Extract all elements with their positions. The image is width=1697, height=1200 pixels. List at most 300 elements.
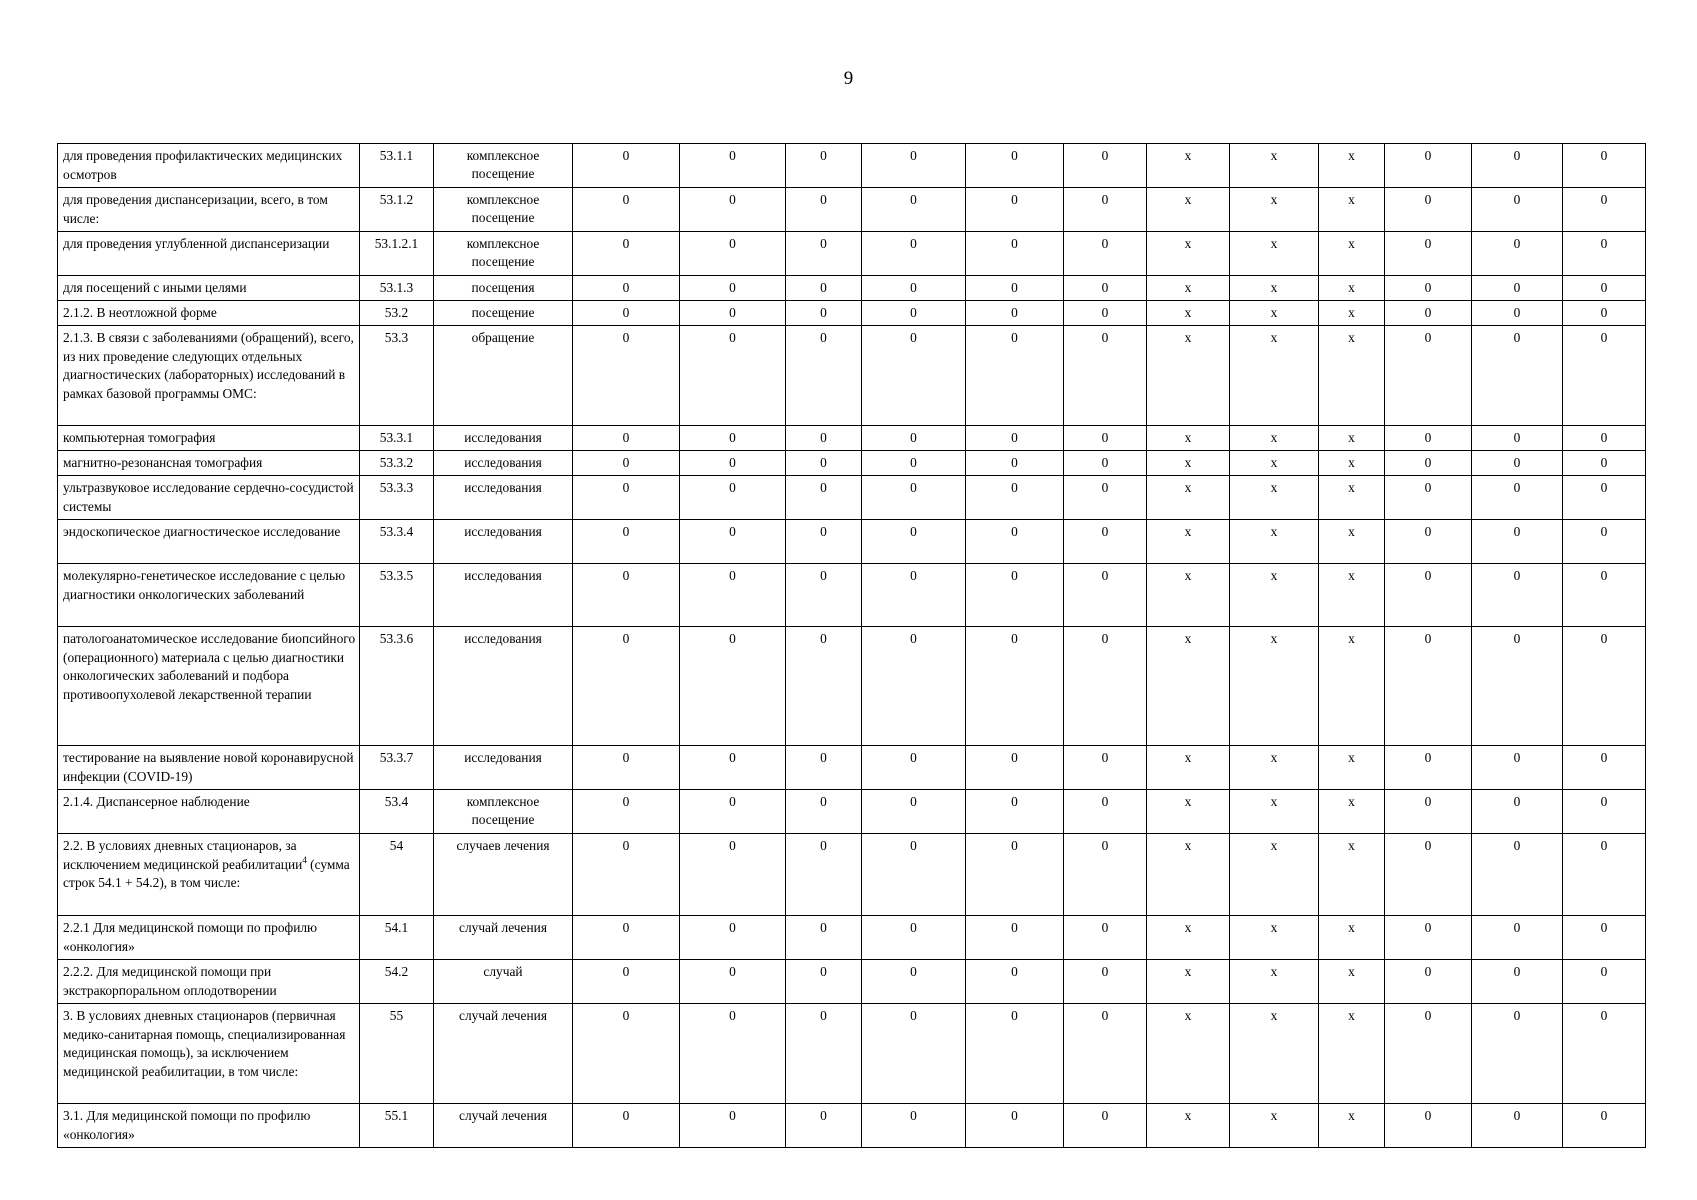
row-value-cell: х	[1147, 232, 1230, 276]
row-value-cell: х	[1147, 276, 1230, 301]
row-value-cell: 0	[862, 520, 966, 564]
row-unit-cell: исследования	[434, 564, 573, 627]
row-name-cell: 2.2.2. Для медицинской помощи при экстракорпоральном оплодотворении	[58, 960, 360, 1004]
row-value-cell: 0	[573, 627, 680, 746]
row-value-cell: 0	[1385, 1104, 1472, 1148]
row-value-cell: 0	[1064, 834, 1147, 916]
table-row	[58, 627, 1646, 746]
row-value-cell: 0	[862, 790, 966, 834]
table-row	[58, 1104, 1646, 1148]
row-value-cell: 0	[786, 1104, 862, 1148]
row-value-cell: 0	[1472, 520, 1563, 564]
row-value-cell: 0	[862, 326, 966, 426]
table-row	[58, 916, 1646, 960]
row-value-cell: 0	[680, 476, 786, 520]
row-value-cell: х	[1319, 326, 1385, 426]
row-code-cell: 54	[360, 834, 434, 916]
row-value-cell: 0	[1064, 301, 1147, 326]
row-value-cell: 0	[1385, 476, 1472, 520]
row-value-cell: 0	[1385, 188, 1472, 232]
footnote-marker: 4	[302, 854, 307, 865]
row-unit-cell: исследования	[434, 451, 573, 476]
row-name-cell: для посещений с иными целями	[58, 276, 360, 301]
row-name-cell: ультразвуковое исследование сердечно-сосудистой системы	[58, 476, 360, 520]
row-value-cell: 0	[966, 790, 1064, 834]
row-value-cell: х	[1319, 301, 1385, 326]
table-row	[58, 426, 1646, 451]
row-value-cell: 0	[862, 451, 966, 476]
row-value-cell: 0	[680, 746, 786, 790]
row-value-cell: 0	[1563, 144, 1646, 188]
row-value-cell: 0	[786, 916, 862, 960]
row-name-cell: 2.1.4. Диспансерное наблюдение	[58, 790, 360, 834]
row-value-cell: 0	[966, 520, 1064, 564]
row-value-cell: 0	[1064, 276, 1147, 301]
row-name-cell: 3.1. Для медицинской помощи по профилю «онкология»	[58, 1104, 360, 1148]
row-code-cell: 54.2	[360, 960, 434, 1004]
table-row	[58, 520, 1646, 564]
row-value-cell: х	[1230, 746, 1319, 790]
row-value-cell: 0	[862, 144, 966, 188]
row-value-cell: 0	[966, 144, 1064, 188]
row-value-cell: 0	[786, 834, 862, 916]
row-code-cell: 53.3.3	[360, 476, 434, 520]
row-name-text: 2.2. В условиях дневных стационаров, за исключением медицинской реабилитации	[63, 838, 303, 872]
row-code-cell: 53.1.3	[360, 276, 434, 301]
row-value-cell: 0	[1385, 144, 1472, 188]
data-table	[57, 143, 1646, 1148]
row-unit-cell: комплексное посещение	[434, 144, 573, 188]
row-value-cell: 0	[1385, 326, 1472, 426]
row-name-cell: 3. В условиях дневных стационаров (первичная медико-санитарная помощь, специализированная медицинская помощь), за исключением медицинской реабилитации, в том числе:	[58, 1004, 360, 1104]
row-value-cell: 0	[786, 426, 862, 451]
row-name-cell: для проведения углубленной диспансеризации	[58, 232, 360, 276]
row-value-cell: 0	[573, 916, 680, 960]
row-value-cell: 0	[1385, 960, 1472, 1004]
row-code-cell: 53.1.2	[360, 188, 434, 232]
row-value-cell: х	[1147, 520, 1230, 564]
row-value-cell: х	[1319, 426, 1385, 451]
row-value-cell: 0	[1064, 1104, 1147, 1148]
row-value-cell: 0	[680, 1004, 786, 1104]
row-value-cell: х	[1147, 834, 1230, 916]
row-value-cell: 0	[1064, 426, 1147, 451]
row-value-cell: 0	[680, 232, 786, 276]
row-value-cell: х	[1230, 476, 1319, 520]
row-value-cell: 0	[1563, 520, 1646, 564]
row-code-cell: 55.1	[360, 1104, 434, 1148]
row-value-cell: 0	[1563, 960, 1646, 1004]
table-row	[58, 790, 1646, 834]
row-value-cell: 0	[862, 232, 966, 276]
row-value-cell: 0	[786, 476, 862, 520]
row-value-cell: х	[1230, 276, 1319, 301]
row-value-cell: 0	[966, 746, 1064, 790]
row-value-cell: 0	[1472, 301, 1563, 326]
row-name-cell: молекулярно-генетическое исследование с целью диагностики онкологических заболеваний	[58, 564, 360, 627]
row-value-cell: 0	[786, 627, 862, 746]
row-value-cell: 0	[1385, 451, 1472, 476]
row-value-cell: 0	[1064, 790, 1147, 834]
row-value-cell: х	[1319, 520, 1385, 564]
row-unit-cell: посещение	[434, 301, 573, 326]
table-body	[58, 144, 1646, 1148]
table-row	[58, 144, 1646, 188]
row-value-cell: 0	[1563, 451, 1646, 476]
row-name-cell	[58, 834, 360, 916]
row-value-cell: х	[1147, 476, 1230, 520]
row-name-cell: 2.2.1 Для медицинской помощи по профилю «онкология»	[58, 916, 360, 960]
row-value-cell: 0	[680, 916, 786, 960]
row-value-cell: 0	[786, 520, 862, 564]
row-value-cell: 0	[573, 520, 680, 564]
row-value-cell: х	[1230, 564, 1319, 627]
row-value-cell: 0	[573, 1104, 680, 1148]
row-unit-cell: комплексное посещение	[434, 188, 573, 232]
row-value-cell: 0	[573, 476, 680, 520]
row-value-cell: 0	[1472, 627, 1563, 746]
row-value-cell: 0	[786, 746, 862, 790]
row-value-cell: х	[1147, 451, 1230, 476]
row-value-cell: х	[1230, 301, 1319, 326]
row-value-cell: 0	[786, 232, 862, 276]
row-value-cell: 0	[1064, 1004, 1147, 1104]
row-value-cell: х	[1147, 301, 1230, 326]
row-value-cell: 0	[573, 232, 680, 276]
row-value-cell: 0	[1472, 232, 1563, 276]
row-value-cell: х	[1230, 790, 1319, 834]
row-value-cell: 0	[1064, 627, 1147, 746]
row-value-cell: 0	[680, 301, 786, 326]
row-unit-cell: исследования	[434, 746, 573, 790]
table-row	[58, 326, 1646, 426]
row-value-cell: 0	[1563, 746, 1646, 790]
row-value-cell: 0	[573, 834, 680, 916]
row-value-cell: 0	[1563, 188, 1646, 232]
row-value-cell: 0	[966, 476, 1064, 520]
row-value-cell: 0	[1385, 834, 1472, 916]
row-value-cell: 0	[1385, 1004, 1472, 1104]
row-value-cell: 0	[862, 276, 966, 301]
row-value-cell: х	[1147, 960, 1230, 1004]
row-value-cell: 0	[1385, 301, 1472, 326]
row-value-cell: 0	[1563, 426, 1646, 451]
row-value-cell: 0	[1563, 834, 1646, 916]
row-value-cell: х	[1319, 916, 1385, 960]
row-value-cell: 0	[1563, 301, 1646, 326]
table-row	[58, 834, 1646, 916]
row-value-cell: 0	[573, 426, 680, 451]
row-value-cell: 0	[573, 188, 680, 232]
row-value-cell: х	[1230, 232, 1319, 276]
row-unit-cell: случай лечения	[434, 916, 573, 960]
row-name-cell: магнитно-резонансная томография	[58, 451, 360, 476]
row-value-cell: 0	[1472, 1104, 1563, 1148]
row-value-cell: 0	[1064, 476, 1147, 520]
row-value-cell: 0	[1064, 451, 1147, 476]
row-value-cell: 0	[1472, 746, 1563, 790]
row-value-cell: х	[1230, 1004, 1319, 1104]
table-row	[58, 476, 1646, 520]
row-value-cell: 0	[680, 520, 786, 564]
row-code-cell: 53.4	[360, 790, 434, 834]
row-value-cell: 0	[680, 834, 786, 916]
row-value-cell: 0	[1472, 276, 1563, 301]
row-name-cell: для проведения диспансеризации, всего, в том числе:	[58, 188, 360, 232]
row-value-cell: х	[1230, 916, 1319, 960]
row-value-cell: 0	[1563, 232, 1646, 276]
row-value-cell: х	[1147, 144, 1230, 188]
row-value-cell: 0	[1385, 276, 1472, 301]
row-value-cell: 0	[786, 188, 862, 232]
row-unit-cell: случаев лечения	[434, 834, 573, 916]
row-value-cell: 0	[862, 916, 966, 960]
row-value-cell: х	[1147, 1004, 1230, 1104]
row-code-cell: 54.1	[360, 916, 434, 960]
row-value-cell: 0	[862, 834, 966, 916]
row-value-cell: 0	[1064, 746, 1147, 790]
row-code-cell: 53.3.6	[360, 627, 434, 746]
row-value-cell: х	[1147, 790, 1230, 834]
row-value-cell: 0	[966, 960, 1064, 1004]
row-value-cell: 0	[786, 960, 862, 1004]
row-unit-cell: исследования	[434, 426, 573, 451]
row-value-cell: х	[1319, 790, 1385, 834]
row-unit-cell: случай лечения	[434, 1104, 573, 1148]
row-value-cell: х	[1319, 960, 1385, 1004]
row-value-cell: 0	[680, 790, 786, 834]
row-value-cell: х	[1319, 476, 1385, 520]
row-unit-cell: случай лечения	[434, 1004, 573, 1104]
row-name-cell: 2.1.2. В неотложной форме	[58, 301, 360, 326]
row-value-cell: х	[1319, 627, 1385, 746]
row-value-cell: 0	[1064, 520, 1147, 564]
table-row	[58, 188, 1646, 232]
row-value-cell: 0	[862, 746, 966, 790]
row-value-cell: х	[1147, 916, 1230, 960]
row-value-cell: 0	[786, 451, 862, 476]
row-value-cell: 0	[1472, 426, 1563, 451]
row-value-cell: х	[1230, 960, 1319, 1004]
row-value-cell: х	[1147, 188, 1230, 232]
table-row	[58, 301, 1646, 326]
row-value-cell: 0	[1064, 232, 1147, 276]
table-row	[58, 232, 1646, 276]
row-value-cell: 0	[1563, 1104, 1646, 1148]
row-value-cell: 0	[1563, 627, 1646, 746]
table-row	[58, 960, 1646, 1004]
row-value-cell: 0	[966, 564, 1064, 627]
row-value-cell: 0	[680, 144, 786, 188]
row-value-cell: 0	[1563, 564, 1646, 627]
row-value-cell: 0	[680, 276, 786, 301]
row-unit-cell: комплексное посещение	[434, 232, 573, 276]
row-value-cell: х	[1319, 232, 1385, 276]
row-name-cell: компьютерная томография	[58, 426, 360, 451]
row-value-cell: 0	[573, 564, 680, 627]
row-value-cell: 0	[862, 476, 966, 520]
row-unit-cell: исследования	[434, 476, 573, 520]
row-value-cell: х	[1230, 426, 1319, 451]
row-value-cell: 0	[573, 960, 680, 1004]
row-value-cell: х	[1230, 188, 1319, 232]
row-value-cell: х	[1230, 1104, 1319, 1148]
row-value-cell: 0	[1472, 960, 1563, 1004]
row-value-cell: 0	[786, 276, 862, 301]
row-value-cell: 0	[966, 1104, 1064, 1148]
row-value-cell: 0	[573, 746, 680, 790]
row-value-cell: х	[1319, 564, 1385, 627]
row-value-cell: 0	[1472, 790, 1563, 834]
row-value-cell: 0	[680, 627, 786, 746]
row-value-cell: 0	[786, 326, 862, 426]
row-value-cell: 0	[1563, 916, 1646, 960]
row-value-cell: х	[1319, 834, 1385, 916]
row-unit-cell: обращение	[434, 326, 573, 426]
row-name-cell: 2.1.3. В связи с заболеваниями (обращений), всего, из них проведение следующих отдельных диагностических (лабораторных) исследований в рамках базовой программы ОМС:	[58, 326, 360, 426]
row-value-cell: х	[1147, 1104, 1230, 1148]
row-value-cell: х	[1230, 144, 1319, 188]
row-value-cell: х	[1230, 451, 1319, 476]
row-value-cell: 0	[1064, 326, 1147, 426]
row-value-cell: 0	[862, 960, 966, 1004]
row-value-cell: 0	[1472, 564, 1563, 627]
row-code-cell: 53.1.1	[360, 144, 434, 188]
row-name-cell: патологоанатомическое исследование биопсийного (операционного) материала с целью диагностики онкологических заболеваний и подбора противоопухолевой лекарственной терапии	[58, 627, 360, 746]
row-value-cell: 0	[966, 451, 1064, 476]
row-value-cell: 0	[1563, 326, 1646, 426]
row-value-cell: 0	[1472, 916, 1563, 960]
row-value-cell: 0	[966, 1004, 1064, 1104]
row-value-cell: 0	[1472, 476, 1563, 520]
row-value-cell: 0	[862, 1104, 966, 1148]
row-value-cell: 0	[680, 1104, 786, 1148]
table-row	[58, 451, 1646, 476]
row-value-cell: 0	[680, 564, 786, 627]
row-value-cell: 0	[1385, 564, 1472, 627]
row-value-cell: 0	[1472, 1004, 1563, 1104]
page-number: 9	[843, 68, 854, 89]
row-value-cell: 0	[966, 426, 1064, 451]
row-unit-cell: исследования	[434, 627, 573, 746]
row-value-cell: 0	[786, 1004, 862, 1104]
row-value-cell: 0	[1563, 790, 1646, 834]
row-value-cell: 0	[1064, 960, 1147, 1004]
table-row	[58, 276, 1646, 301]
row-value-cell: х	[1319, 451, 1385, 476]
row-value-cell: 0	[1064, 188, 1147, 232]
row-code-cell: 53.3	[360, 326, 434, 426]
row-value-cell: 0	[786, 790, 862, 834]
row-value-cell: 0	[680, 426, 786, 451]
row-value-cell: 0	[680, 451, 786, 476]
row-value-cell: 0	[573, 1004, 680, 1104]
row-value-cell: х	[1319, 276, 1385, 301]
row-value-cell: 0	[862, 426, 966, 451]
row-value-cell: 0	[1563, 1004, 1646, 1104]
row-value-cell: 0	[573, 451, 680, 476]
row-value-cell: 0	[966, 232, 1064, 276]
row-value-cell: 0	[862, 627, 966, 746]
row-value-cell: 0	[680, 960, 786, 1004]
row-unit-cell: комплексное посещение	[434, 790, 573, 834]
row-value-cell: 0	[862, 188, 966, 232]
row-value-cell: 0	[573, 301, 680, 326]
row-name-cell: тестирование на выявление новой коронавирусной инфекции (COVID-19)	[58, 746, 360, 790]
row-code-cell: 53.3.2	[360, 451, 434, 476]
row-value-cell: 0	[680, 188, 786, 232]
row-value-cell: 0	[1385, 426, 1472, 451]
row-code-cell: 53.2	[360, 301, 434, 326]
row-value-cell: 0	[862, 564, 966, 627]
row-value-cell: х	[1230, 520, 1319, 564]
row-name-cell: эндоскопическое диагностическое исследование	[58, 520, 360, 564]
row-value-cell: 0	[1563, 476, 1646, 520]
row-value-cell: х	[1319, 746, 1385, 790]
row-unit-cell: исследования	[434, 520, 573, 564]
table-row	[58, 564, 1646, 627]
row-value-cell: 0	[966, 834, 1064, 916]
row-value-cell: 0	[1472, 451, 1563, 476]
row-value-cell: х	[1147, 746, 1230, 790]
row-value-cell: х	[1319, 1004, 1385, 1104]
row-value-cell: 0	[1472, 188, 1563, 232]
row-value-cell: 0	[1385, 627, 1472, 746]
table-row	[58, 1004, 1646, 1104]
row-code-cell: 55	[360, 1004, 434, 1104]
row-value-cell: 0	[1385, 520, 1472, 564]
row-value-cell: 0	[862, 1004, 966, 1104]
row-name-cell: для проведения профилактических медицинских осмотров	[58, 144, 360, 188]
row-value-cell: 0	[786, 144, 862, 188]
row-value-cell: 0	[1385, 916, 1472, 960]
row-value-cell: 0	[862, 301, 966, 326]
row-value-cell: 0	[966, 301, 1064, 326]
row-value-cell: 0	[573, 144, 680, 188]
row-value-cell: 0	[966, 916, 1064, 960]
row-value-cell: х	[1319, 188, 1385, 232]
row-value-cell: 0	[1472, 144, 1563, 188]
row-value-cell: 0	[1385, 746, 1472, 790]
row-value-cell: х	[1230, 627, 1319, 746]
row-value-cell: х	[1319, 144, 1385, 188]
row-value-cell: х	[1147, 627, 1230, 746]
row-code-cell: 53.3.7	[360, 746, 434, 790]
row-value-cell: 0	[786, 564, 862, 627]
row-value-cell: 0	[1064, 144, 1147, 188]
row-value-cell: 0	[1064, 916, 1147, 960]
row-value-cell: 0	[966, 326, 1064, 426]
row-value-cell: 0	[1472, 326, 1563, 426]
row-value-cell: 0	[573, 326, 680, 426]
row-value-cell: 0	[1472, 834, 1563, 916]
row-value-cell: 0	[1064, 564, 1147, 627]
row-value-cell: 0	[966, 188, 1064, 232]
row-unit-cell: посещения	[434, 276, 573, 301]
row-value-cell: х	[1147, 564, 1230, 627]
row-value-cell: 0	[966, 276, 1064, 301]
row-code-cell: 53.1.2.1	[360, 232, 434, 276]
row-name-tail: (сумма строк 54.1 + 54.2), в том числе:	[63, 856, 350, 890]
row-value-cell: 0	[1563, 276, 1646, 301]
row-value-cell: х	[1147, 326, 1230, 426]
table-row	[58, 746, 1646, 790]
row-code-cell: 53.3.1	[360, 426, 434, 451]
row-value-cell: 0	[786, 301, 862, 326]
row-value-cell: х	[1230, 834, 1319, 916]
row-value-cell: 0	[1385, 232, 1472, 276]
row-value-cell: 0	[680, 326, 786, 426]
